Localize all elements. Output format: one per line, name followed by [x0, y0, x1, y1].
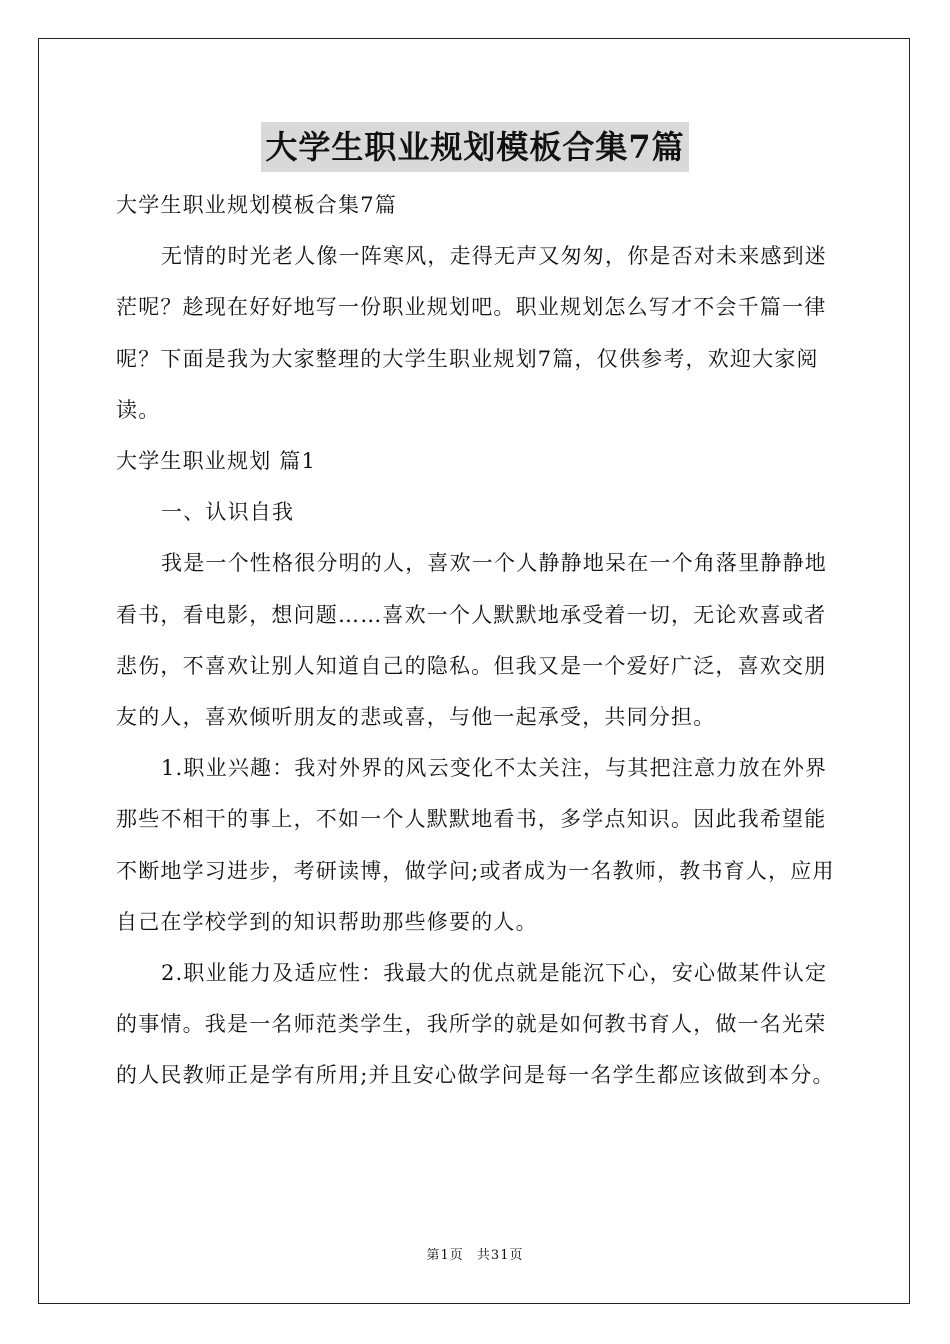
subsection-heading: 一、认识自我: [161, 500, 295, 525]
body-paragraph: 2.职业能力及适应性：我最大的优点就是能沉下心，安心做某件认定的事情。我是一名师范类学生，我所学的就是如何教书育人，做一名光荣的人民教师正是学有所用;并且安心做学问是每一名学生都应该做到本分。: [116, 961, 835, 1088]
title-block: [0, 122, 950, 172]
document-title: 大学生职业规划模板合集7篇: [261, 122, 688, 172]
body-paragraph: 1.职业兴趣：我对外界的风云变化不太关注，与其把注意力放在外界那些不相干的事上，不如一个人默默地看书，多学点知识。因此我希望能不断地学习进步，考研读博，做学问;或者成为一名教师，教书育人，应用自己在学校学到的知识帮助那些修要的人。: [116, 756, 835, 934]
body-paragraph: 我是一个性格很分明的人，喜欢一个人静静地呆在一个角落里静静地看书，看电影，想问题……喜欢一个人默默地承受着一切，无论欢喜或者悲伤，不喜欢让别人知道自己的隐私。但我又是一个爱好广泛，喜欢交朋友的人，喜欢倾听朋友的悲或喜，与他一起承受，共同分担。: [116, 551, 827, 730]
intro-paragraph: 无情的时光老人像一阵寒风，走得无声又匆匆，你是否对未来感到迷茫呢？趁现在好好地写一份职业规划吧。职业规划怎么写才不会千篇一律呢？下面是我为大家整理的大学生职业规划7篇，仅供参考，欢迎大家阅读。: [116, 244, 827, 422]
page-footer: 第1页 共31页: [426, 1248, 524, 1263]
section-heading: 大学生职业规划 篇1: [116, 449, 317, 474]
document-body: [116, 180, 836, 1102]
document-subtitle: 大学生职业规划模板合集7篇: [116, 193, 397, 217]
